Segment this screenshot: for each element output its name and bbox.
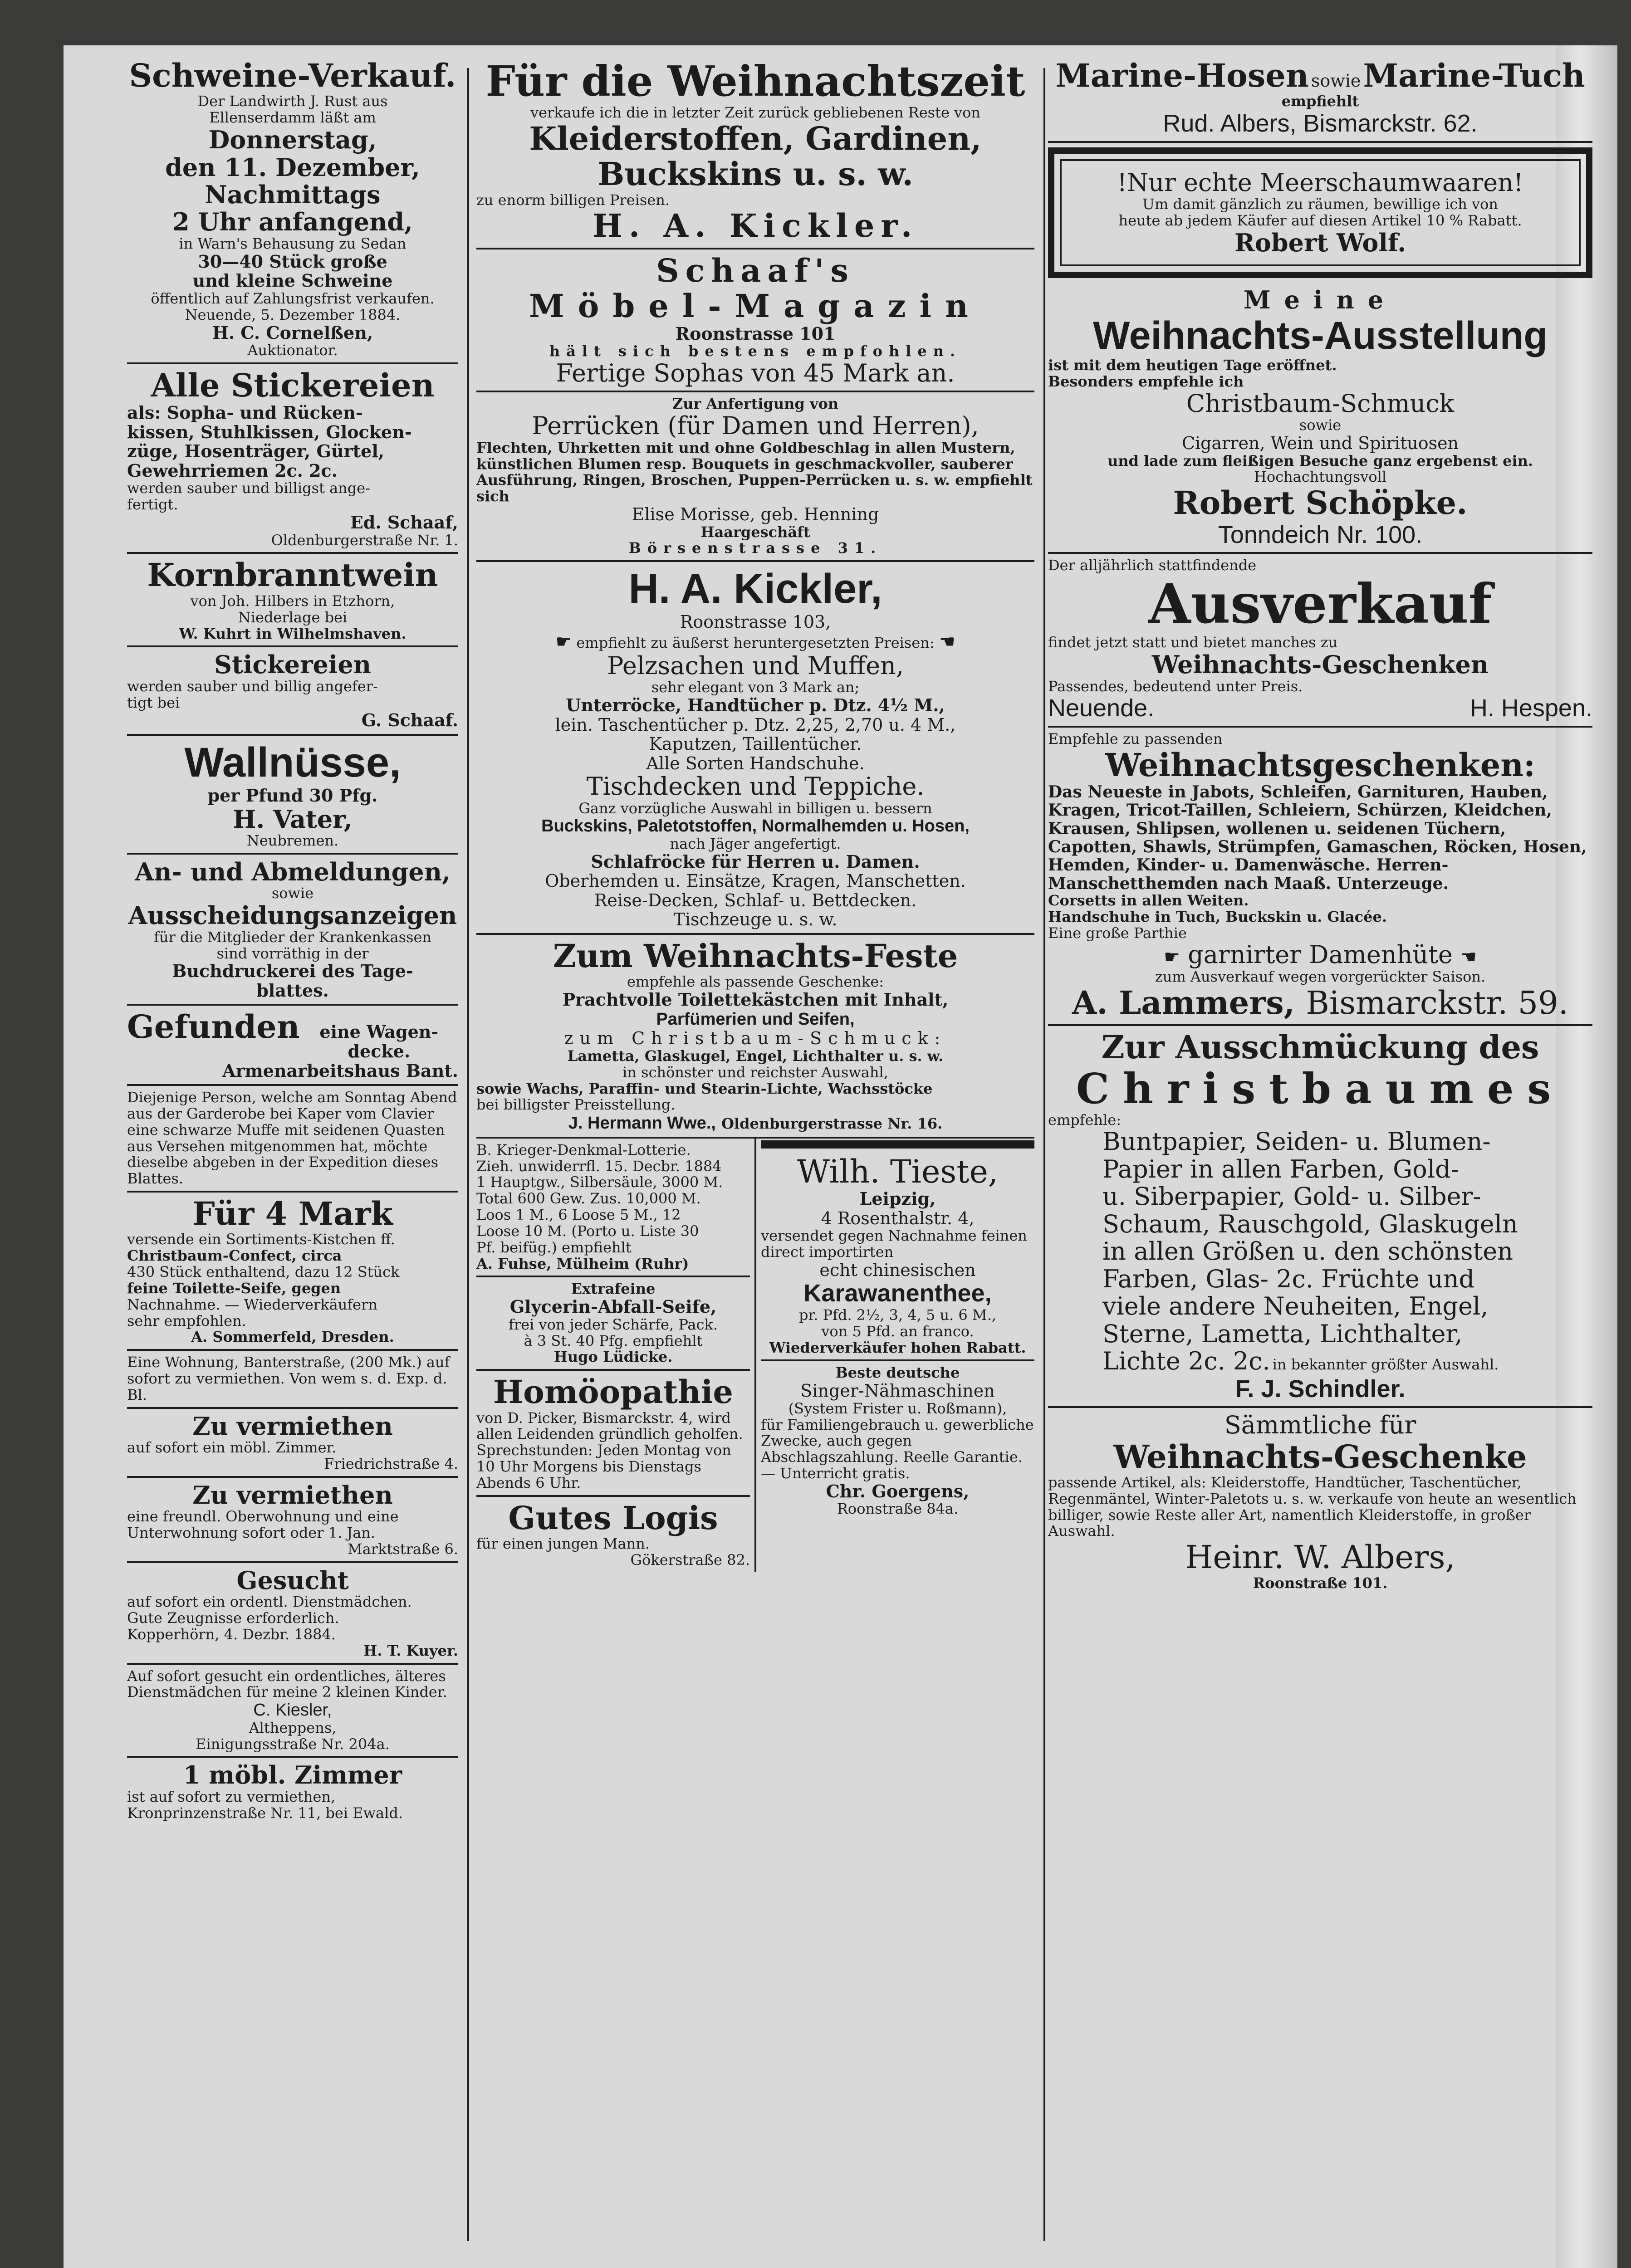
ad-lammers (1048, 728, 1592, 1026)
ad-text: (System Frister u. Roßmann), (788, 1399, 1007, 1417)
ad-text: als: Sopha- und Rücken- (127, 402, 363, 423)
ad-text: findet jetzt statt und bietet manches zu (1048, 634, 1338, 651)
ad-schindler (1048, 1026, 1592, 1408)
ad-title-row (1048, 58, 1592, 93)
ad-title: 1 möbl. Zimmer (183, 1760, 402, 1790)
ad-text: Ganz vorzügliche Auswahl in billigen u. bessern (578, 799, 932, 817)
ad-text: Friedrichstraße 4. (324, 1455, 458, 1472)
ad-signature-row (1048, 985, 1592, 1021)
ad-text: Flechten, Uhrketten mit und ohne Goldbeschlag in allen Mustern, künstlichen Blumen resp. Bouquets in geschmackvoller, sauberer Ausführung, Ringen, Broschen, Puppen-Perrücken u. s. w. empfiehlt sich (476, 439, 1033, 505)
ad-title: Weihnachts-Ausstellung (1093, 313, 1548, 357)
ad-kiesler (127, 1665, 458, 1758)
ad-text: Besonders empfehle ich (1048, 372, 1244, 390)
ad-stickereien (127, 364, 458, 554)
ad-text: Christbaum-Confect, circa (127, 1247, 342, 1265)
ad-text-row (1048, 941, 1592, 968)
ad-signature: Rud. Albers, Bismarckstr. 62. (1163, 110, 1478, 137)
ad-title: Christbaumes (1076, 1064, 1565, 1113)
ad-text: Reise-Decken, Schlaf- u. Bettdecken. (594, 890, 917, 910)
ad-title: Homöopathie (493, 1373, 733, 1411)
ad-text: Fertige Sophas von 45 Mark an. (556, 359, 955, 388)
column-1 (127, 54, 458, 2268)
ad-text: Buckskins, Paletotstoffen, Normalhemden u. Hosen, (541, 816, 970, 836)
ad-zu-vermiethen-2 (127, 1478, 458, 1563)
ad-text: Der Landwirth J. Rust aus (197, 93, 388, 110)
pointing-hand-icon: ☚ (939, 631, 955, 652)
ad-text: Gute Zeugnisse erforderlich. (127, 1609, 339, 1627)
ad-text: Roonstrasse 103, (680, 612, 831, 632)
ad-text: Corsetts in allen Weiten. (1048, 891, 1249, 909)
ad-text: Zieh. unwiderrfl. 15. Decbr. 1884 (476, 1157, 722, 1175)
ad-text: Oberhemden u. Einsätze, Kragen, Manschetten. (545, 871, 966, 891)
ad-title: Zum Weihnachts-Feste (553, 937, 958, 975)
ad-signature: H. C. Cornelßen, (212, 322, 373, 343)
ad-text: Neubremen. (246, 832, 339, 850)
ad-text: 2 Uhr anfangend, (172, 207, 413, 237)
ad-signature: F. J. Schindler. (1235, 1375, 1406, 1403)
ad-text: hält sich bestens empfohlen. (549, 342, 962, 360)
ad-text: Um damit gänzlich zu räumen, bewillige ich von (1142, 196, 1498, 213)
ad-text: sowie (271, 885, 314, 902)
ad-text: 30—40 Stück große (198, 251, 387, 272)
ad-title: Zu vermiethen (192, 1480, 393, 1510)
ad-title: Singer-Nähmaschinen (800, 1381, 995, 1401)
ad-text: Tonndeich Nr. 100. (1218, 521, 1423, 548)
ad-text: Oldenburgerstraße Nr. 1. (271, 531, 458, 549)
ad-text: in Warn's Behausung zu Sedan (179, 235, 407, 252)
ad-text: Marktstraße 6. (347, 1540, 458, 1558)
ad-text: zu enorm billigen Preisen. (476, 191, 670, 209)
ad-title: Für 4 Mark (192, 1195, 393, 1233)
ad-text: B. Krieger-Denkmal-Lotterie. (476, 1141, 691, 1158)
ad-text: sehr elegant von 3 Mark an; (651, 679, 860, 696)
ad-text: pr. Pfd. 2½, 3, 4, 5 u. 6 M., (798, 1306, 997, 1324)
ad-weihnachts-feste (476, 935, 1034, 1139)
ad-text: auf sofort ein ordentl. Dienstmädchen. (127, 1593, 412, 1611)
ad-text: Neuende. (1048, 694, 1155, 722)
ad-moebl-zimmer (127, 1758, 458, 1825)
ad-title: Gutes Logis (508, 1499, 718, 1537)
ad-title: Gefunden (127, 1008, 300, 1046)
ad-text: Papier in allen Farben, Gold- (1102, 1154, 1459, 1183)
ad-text: empfehle: (1048, 1111, 1122, 1129)
ad-title: Wilh. Tieste, (797, 1153, 999, 1190)
ad-lotterie (476, 1139, 750, 1278)
ad-text: und kleine Schweine (192, 270, 393, 291)
ad-text: sowie (1299, 416, 1342, 434)
ad-text: empfiehlt (1281, 93, 1359, 110)
ad-text: züge, Hosenträger, Gürtel, (127, 441, 385, 462)
ad-text: Haargeschäft (700, 523, 810, 541)
ad-text: echt chinesischen (819, 1260, 976, 1280)
ad-title: Glycerin-Abfall-Seife, (509, 1296, 717, 1317)
ad-title: An- und Abmeldungen, (135, 857, 451, 886)
pointing-hand-icon: ☛ (555, 631, 572, 652)
ad-wallnuesse (127, 736, 458, 855)
ad-signature: H. Vater, (233, 804, 353, 834)
ad-text: verkaufe ich die in letzter Zeit zurück gebliebenen Reste von (530, 104, 980, 122)
ad-title: Buckskins u. s. w. (598, 155, 913, 193)
ad-title: H. A. Kickler, (628, 566, 882, 612)
ad-text: Diejenige Person, welche am Sonntag Abend aus der Garderobe bei Kaper vom Clavier eine schwarze Muffe mit seidenen Quasten aus Versehen mitgenommen hat, möchte dieselbe abgeben in der Expedition dieses Blattes. (127, 1089, 457, 1188)
ad-text: eine Wagen-decke. (319, 1022, 439, 1061)
ad-text: Total 600 Gew. Zus. 10,000 M. (476, 1190, 701, 1207)
ad-text: Schlafröcke für Herren u. Damen. (591, 851, 920, 872)
ad-text: für einen jungen Mann. (476, 1535, 650, 1553)
ad-title: !Nur echte Meerschaumwaaren! (1117, 168, 1523, 197)
ad-text: Niederlage bei (238, 608, 348, 626)
column-3 (1048, 54, 1592, 2268)
ad-text: Ellenserdamm läßt am (209, 109, 376, 127)
ad-ausverkauf-hespen (1048, 554, 1592, 728)
ad-signature: A. Sommerfeld, Dresden. (191, 1328, 394, 1346)
ad-text: Unterwohnung sofort oder 1. Jan. (127, 1524, 376, 1542)
ad-signature: Elise Morisse, geb. Henning (632, 504, 879, 525)
ad-text: Der alljährlich stattfindende (1048, 557, 1257, 574)
ad-split-block (476, 1139, 1034, 1572)
ad-text: 1 Hauptgw., Silbersäule, 3000 M. (476, 1173, 723, 1191)
ad-text: 430 Stück enthaltend, dazu 12 Stück (127, 1263, 400, 1281)
ad-text: von 5 Pfd. an franco. (821, 1322, 974, 1340)
ad-text: Roonstraße 101. (1253, 1574, 1388, 1592)
ad-text: Donnerstag, (208, 125, 377, 155)
ad-text: feine Toilette-Seife, gegen (127, 1279, 341, 1297)
ad-text: für die Mitglieder der Krankenkassen (154, 928, 431, 946)
ad-text: Buntpapier, Seiden- u. Blumen- (1102, 1127, 1491, 1156)
ad-signature-row (476, 1113, 1034, 1133)
ad-text: Kaputzen, Taillentücher. (649, 734, 862, 754)
ad-text: Lametta, Glaskugel, Engel, Lichthalter u. s. w. (567, 1047, 944, 1065)
column-2 (476, 54, 1034, 2268)
ad-signature: G. Schaaf. (361, 710, 458, 731)
ad-title: Schweine-Verkauf. (129, 57, 456, 94)
ad-text: Auktionator. (247, 342, 338, 359)
ad-text: von Joh. Hilbers in Etzhorn, (190, 592, 395, 610)
ad-title: Marine-Tuch (1363, 57, 1585, 94)
ad-signature: J. Hermann Wwe., (568, 1114, 716, 1133)
ad-gutes-logis (476, 1497, 750, 1572)
ad-signature: A. Fuhse, Mülheim (Ruhr) (476, 1255, 689, 1272)
ad-text: passende Artikel, als: Kleiderstoffe, Handtücher, Taschentücher, Regenmäntel, Winter-Paletots u. s. w. verkaufe von heute an wesentlich billiger, sowie Reste aller Art, namentlich Kleiderstoffe, in großer Auswahl. (1048, 1473, 1577, 1540)
ad-text: Alle Sorten Handschuhe. (646, 753, 865, 773)
ad-title: Weihnachts-Geschenke (1113, 1437, 1527, 1476)
ad-text: werden sauber und billigst ange- (127, 479, 370, 497)
ad-text: Gewehrriemen 2c. 2c. (127, 460, 338, 481)
ad-text-row (476, 632, 1034, 652)
ad-signature: Chr. Goergens, (826, 1481, 970, 1501)
ad-title: Kleiderstoffen, Gardinen, (529, 119, 982, 157)
ad-text: sowie (1311, 71, 1361, 91)
ad-text: frei von jeder Schärfe, Pack. (509, 1315, 718, 1333)
ad-text: tigt bei (127, 694, 180, 711)
ad-text: Sämmtliche für (1224, 1411, 1416, 1440)
ad-title: Wallnüsse, (184, 739, 401, 786)
ad-title: Zu vermiethen (192, 1411, 393, 1441)
ad-text: von D. Picker, Bismarckstr. 4, wird allen Leidenden gründlich geholfen. Sprechstunden: Jeden Montag von 10 Uhr Morgens bis Dienstags Abends 6 Uhr. (476, 1409, 743, 1491)
ad-text: Extrafeine (571, 1280, 656, 1298)
ad-text: Cigarren, Wein und Spirituosen (1181, 433, 1459, 454)
ad-text: Loose 10 M. (Porto u. Liste 30 (476, 1222, 699, 1240)
ad-title: Marine-Hosen (1055, 57, 1309, 94)
ad-text: Kopperhörn, 4. Dezbr. 1884. (127, 1625, 336, 1643)
ad-text: Nachnahme. — Wiederverkäufern (127, 1295, 377, 1313)
ad-text: per Pfund 30 Pfg. (207, 785, 378, 806)
rule-bar (761, 1140, 1034, 1149)
ad-muffe (127, 1086, 458, 1193)
ad-glycerin-seife (476, 1277, 750, 1371)
ad-text: Roonstrasse 101 (675, 323, 836, 344)
ad-text: fertigt. (127, 496, 178, 513)
ad-fuer-4-mark (127, 1193, 458, 1351)
ad-text: Gökerstraße 82. (630, 1551, 750, 1569)
ad-text-row (1048, 1348, 1592, 1375)
ad-text: 4 Rosenthalstr. 4, (821, 1208, 975, 1228)
ad-title: Ausscheidungsanzeigen (128, 901, 457, 930)
ad-text: Schaum, Rauschgold, Glaskugeln (1102, 1209, 1518, 1238)
ad-text: Lichte 2c. 2c. (1102, 1347, 1270, 1376)
ad-signature: H. A. Kickler. (592, 207, 919, 245)
ad-text: Altheppens, (249, 1719, 337, 1736)
ad-text: Pelzsachen und Muffen, (607, 651, 904, 680)
ad-text: auf sofort ein möbl. Zimmer. (127, 1439, 337, 1457)
ad-signature-row (1048, 694, 1592, 722)
ad-marine-hosen (1048, 54, 1592, 143)
column-rule (467, 68, 469, 2241)
ad-text: zum Christbaum-Schmuck: (564, 1028, 947, 1049)
pointing-hand-icon: ☛ (1164, 947, 1180, 968)
ad-signature: Hugo Lüdicke. (553, 1348, 673, 1366)
ad-text: u. Siberpapier, Gold- u. Silber- (1102, 1182, 1481, 1211)
ad-text: sowie Wachs, Paraffin- und Stearin-Lichte, Wachsstöcke (476, 1080, 933, 1097)
ad-weihnachtszeit-kickler (476, 54, 1034, 249)
ad-text: Handschuhe in Tuch, Buckskin u. Glacée. (1048, 908, 1387, 925)
ad-text: W. Kuhrt in Wilhelmshaven. (179, 625, 407, 642)
ad-text: Pf. beifüg.) empfiehlt (476, 1238, 632, 1256)
ad-gesucht (127, 1563, 458, 1665)
ad-title: Ausverkauf (1148, 572, 1492, 636)
ad-signature: H. T. Kuyer. (363, 1642, 458, 1659)
ad-text: Beste deutsche (835, 1364, 960, 1382)
ad-wohnung (127, 1351, 458, 1408)
ad-text: blattes. (256, 980, 329, 1001)
ad-albers (1048, 1408, 1592, 1595)
ad-text: in schönster und reichster Auswahl, (622, 1063, 888, 1081)
ad-text: in bekannter größter Auswahl. (1272, 1356, 1499, 1374)
ad-text: Prachtvolle Toilettekästchen mit Inhalt, (562, 989, 949, 1010)
ad-text: heute ab jedem Käufer auf diesen Artikel 10 % Rabatt. (1118, 211, 1522, 229)
column-rule (1043, 68, 1045, 2241)
ad-text: Oldenburgerstrasse Nr. 16. (721, 1115, 943, 1133)
ad-text: Auf sofort gesucht ein ordentliches, älteres Dienstmädchen für meine 2 kleinen Kinder. (127, 1667, 447, 1701)
ad-text: Hochachtungsvoll (1254, 468, 1387, 486)
ad-title: Weihnachts-Geschenken (1151, 650, 1489, 679)
ad-text: ist mit dem heutigen Tage eröffnet. (1048, 357, 1337, 374)
ad-weihnachts-ausstellung (1048, 283, 1592, 554)
ad-title: Zur Ausschmückung des (1101, 1028, 1539, 1066)
ad-text: Buchdruckerei des Tage- (172, 961, 413, 982)
ad-text: versende ein Sortiments-Kistchen ff. (127, 1231, 395, 1248)
ad-text: den 11. Dezember, (165, 152, 420, 182)
ad-text: Unterröcke, Handtücher p. Dtz. 4½ M., (566, 694, 945, 715)
pointing-hand-icon: ☚ (1460, 947, 1477, 968)
ad-title: Möbel-Magazin (529, 287, 982, 325)
ad-text: Roonstraße 84a. (837, 1500, 959, 1518)
ad-schweine-verkauf (127, 54, 458, 364)
ad-text: Tischdecken und Teppiche. (586, 772, 925, 801)
ad-gefunden (127, 1006, 458, 1086)
ad-text: Eine große Parthie (1048, 924, 1187, 942)
ad-text: Sterne, Lametta, Lichthalter, (1102, 1319, 1463, 1348)
ad-text: Einigungsstraße Nr. 204a. (196, 1735, 390, 1753)
ad-zu-vermiethen-1 (127, 1409, 458, 1478)
ad-text: versendet gegen Nachnahme feinen direct importirten (761, 1227, 1027, 1261)
ad-text: in allen Größen u. den schönsten (1102, 1237, 1513, 1266)
ad-text: Nachmittags (205, 180, 381, 209)
ad-text: empfehle als passende Geschenke: (627, 973, 884, 991)
ad-text: empfiehlt zu äußerst heruntergesetzten Preisen: (576, 634, 935, 651)
ad-title: Weihnachtsgeschenken: (1105, 746, 1536, 784)
ad-text: Leipzig, (859, 1188, 936, 1209)
ad-text: eine freundl. Oberwohnung und eine (127, 1508, 399, 1525)
ad-meerschaum-frame (1048, 147, 1592, 279)
ad-title: Für die Weihnachtszeit (485, 57, 1025, 106)
ad-text: Tischzeuge u. s. w. (673, 909, 838, 930)
ad-homoeopathie (476, 1371, 750, 1497)
ad-title: Schaaf's (656, 251, 855, 289)
ad-text: Das Neueste in Jabots, Schleifen, Garnituren, Hauben, Kragen, Tricot-Taillen, Schleiern, Schürzen, Kleidchen, Krausen, Shlipsen, wollenen u. seidenen Tüchern, Capotten, Shawls, Strümpfen, Gamaschen, Röcken, Hosen, Hemden, Kinder- u. Damenwäsche. Herren-Manschetthemden nach Maaß. Unterzeuge. (1048, 782, 1587, 893)
ad-text: Parfümerien und Seifen, (656, 1009, 855, 1029)
ad-signature: Robert Schöpke. (1173, 484, 1468, 522)
split-left (476, 1139, 756, 1572)
ad-text: Christbaum-Schmuck (1186, 389, 1455, 418)
ad-text: Farben, Glas- 2c. Früchte und (1102, 1264, 1475, 1293)
ad-text: viele andere Neuheiten, Engel, (1102, 1292, 1489, 1321)
ad-text: öffentlich auf Zahlungsfrist verkaufen. (151, 289, 435, 307)
ad-signature: Armenarbeitshaus Bant. (222, 1060, 458, 1081)
ad-text: und lade zum fleißigen Besuche ganz ergebenst ein. (1107, 452, 1533, 469)
ad-text: Loos 1 M., 6 Loose 5 M., 12 (476, 1206, 681, 1224)
ad-tieste-thee (761, 1150, 1034, 1362)
ad-stickereien-schaaf (127, 647, 458, 736)
ad-kickler-roonstrasse (476, 562, 1034, 935)
ad-text: Eine Wohnung, Banterstraße, (200 Mk.) auf sofort zu vermiethen. Von wem s. d. Exp. d. Bl. (127, 1354, 450, 1403)
ad-text: lein. Taschentücher p. Dtz. 2,25, 2,70 u. 4 M., (555, 714, 956, 735)
ad-title: Kornbranntwein (147, 556, 438, 594)
ad-text: zum Ausverkauf wegen vorgerückter Saison. (1155, 968, 1486, 985)
ad-kornbranntwein (127, 554, 458, 647)
ad-signature: A. Lammers, (1072, 983, 1295, 1022)
ad-title: Karawanenthee, (803, 1280, 992, 1307)
ad-morisse (476, 392, 1034, 562)
ad-text: sind vorräthig in der (216, 944, 369, 962)
ad-text: ist auf sofort zu vermiethen, Kronprinzenstraße Nr. 11, bei Ewald. (127, 1788, 403, 1822)
ad-title: Alle Stickereien (151, 366, 435, 404)
ad-signature: Robert Wolf. (1234, 228, 1406, 257)
ad-schaaf-moebel (476, 249, 1034, 393)
ad-signature: Ed. Schaaf, (350, 512, 458, 533)
split-right (756, 1139, 1034, 1572)
ad-text: nach Jäger angefertigt. (670, 835, 841, 852)
ad-text: Neuende, 5. Dezember 1884. (185, 306, 401, 323)
ad-singer-naehmaschinen (761, 1361, 1034, 1521)
ad-text: Börsenstrasse 31. (628, 539, 882, 557)
ad-text: Wiederverkäufer hohen Rabatt. (769, 1339, 1026, 1356)
ad-title: Perrücken (für Damen und Herren), (532, 411, 979, 440)
ad-title: Gesucht (236, 1565, 349, 1595)
ad-text: sehr empfohlen. (127, 1312, 246, 1330)
ad-text: werden sauber und billig angefer- (127, 677, 378, 695)
ad-title: Stickereien (214, 650, 372, 679)
ad-text: kissen, Stuhlkissen, Glocken- (127, 421, 412, 442)
ad-text: Empfehle zu passenden (1048, 730, 1223, 748)
ad-anmeldungen (127, 855, 458, 1006)
ad-text: Bismarckstr. 59. (1306, 984, 1568, 1022)
ad-text: garnirter Damenhüte (1188, 940, 1453, 969)
ad-signature: Heinr. W. Albers, (1185, 1539, 1455, 1576)
ad-signature: H. Hespen. (1469, 694, 1592, 722)
ad-text: Zur Anfertigung von (672, 395, 839, 413)
ad-text: à 3 St. 40 Pfg. empfiehlt (524, 1332, 703, 1349)
ad-signature: C. Kiesler, (253, 1701, 332, 1720)
ad-text: Meine (1243, 285, 1397, 315)
ad-text: bei billigster Preisstellung. (476, 1096, 676, 1114)
ad-text: für Familiengebrauch u. gewerbliche Zwecke, auch gegen Abschlagszahlung. Reelle Garantie. — Unterricht gratis. (761, 1416, 1034, 1482)
ad-text: Passendes, bedeutend unter Preis. (1048, 677, 1303, 695)
